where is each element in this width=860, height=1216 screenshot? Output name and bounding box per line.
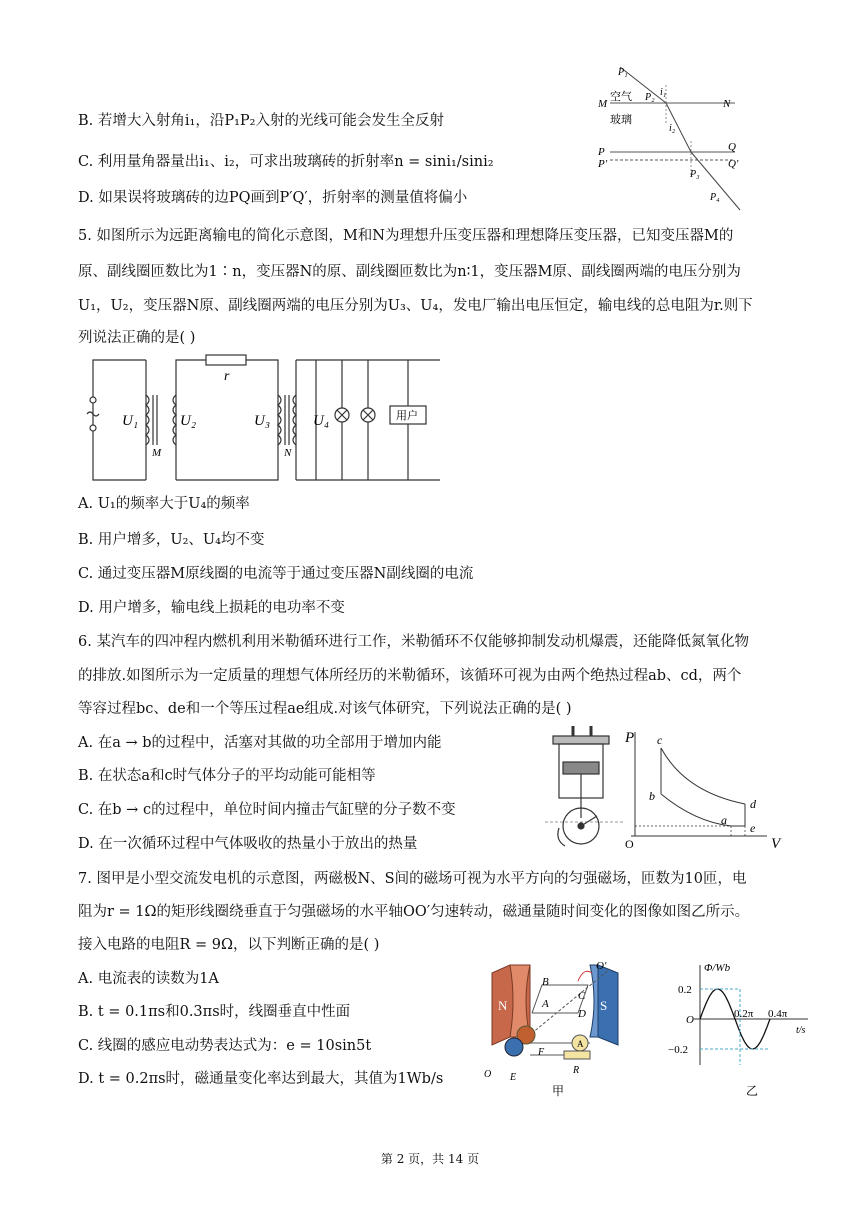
- label-ammeter: A: [577, 1039, 584, 1049]
- label-P4: P₄: [710, 192, 720, 203]
- label-d: d: [750, 797, 756, 811]
- q5-stem-line-3: U₁，U₂，变压器N原、副线圈两端的电压分别为U₃、U₄，发电厂输出电压恒定，输电线的总电阻为r.则下: [78, 298, 753, 314]
- q7-stem-line-2: 阻为r = 1Ω的矩形线圈绕垂直于匀强磁场的水平轴OO′匀速转动，磁通量随时间变化的图像如图乙所示。: [78, 904, 750, 920]
- label-a: a: [721, 813, 727, 827]
- q4-option-d: D. 如果误将玻璃砖的边PQ画到P′Q′，折射率的测量值将偏小: [78, 190, 468, 206]
- label-origin: O: [625, 837, 634, 851]
- label-Pprime: P′: [598, 158, 608, 170]
- label-b: b: [649, 789, 655, 803]
- label-U1: U₁: [122, 413, 139, 429]
- label-M: M: [598, 98, 608, 110]
- label-P2: P₂: [645, 92, 655, 103]
- label-M-transformer: M: [152, 447, 162, 459]
- q6-engine-pv-figure: [545, 722, 795, 857]
- label-P3: P₃: [690, 169, 700, 180]
- label-P: P: [598, 146, 605, 158]
- q7-option-a: A. 电流表的读数为1A: [78, 971, 219, 987]
- label-i1: i₁: [660, 87, 667, 98]
- label-N-transformer: N: [284, 447, 292, 459]
- label-V-axis: V: [771, 836, 781, 852]
- slip-ring-icon-2: [505, 1038, 523, 1056]
- q6-stem-line-2: 的排放.如图所示为一定质量的理想气体所经历的米勒循环，该循环可视为由两个绝热过程ab、cd，两个: [78, 668, 742, 684]
- q6-stem-line-1: 6. 某汽车的四冲程内燃机利用米勒循环进行工作，米勒循环不仅能够抑制发动机爆震，还能降低氮氧化物: [78, 634, 749, 650]
- label-N-pole: N: [498, 998, 508, 1013]
- q7-option-b: B. t = 0.1πs和0.3πs时，线圈垂直中性面: [78, 1004, 351, 1020]
- label-origin-O: O: [686, 1014, 694, 1026]
- label-air: 空气: [610, 91, 632, 103]
- label-F: F: [538, 1047, 545, 1058]
- caption-yi: 乙: [746, 1084, 759, 1098]
- q5-stem-line-2: 原、副线圈匝数比为1∶n，变压器N的原、副线圈匝数比为n∶1，变压器M原、副线圈两端的电压分别为: [78, 264, 741, 280]
- label-A-corner: A: [542, 998, 549, 1010]
- label-U3: U₃: [254, 413, 271, 429]
- label-user: 用户: [396, 410, 418, 422]
- label-Qprime: Q′: [728, 158, 739, 170]
- q5-option-c: C. 通过变压器M原线圈的电流等于通过变压器N副线圈的电流: [78, 566, 474, 582]
- label-U4: U₄: [313, 413, 330, 429]
- label-E: E: [510, 1072, 517, 1083]
- q6-stem-line-3: 等容过程bc、de和一个等压过程ae组成.对该气体研究，下列说法正确的是( ): [78, 701, 572, 717]
- label-B: B: [542, 976, 549, 988]
- label-glass: 玻璃: [610, 114, 632, 126]
- q5-stem-line-4: 列说法正确的是( ): [78, 330, 196, 346]
- page-footer: 第 2 页，共 14 页: [380, 1152, 480, 1166]
- label-c: c: [657, 733, 663, 747]
- label-N: N: [723, 98, 731, 110]
- label-Oprime: O′: [596, 960, 607, 972]
- q7-flux-time-graph: [660, 955, 820, 1100]
- label-0p2pi: 0.2π: [734, 1008, 754, 1020]
- q5-option-d: D. 用户增多，输电线上损耗的电功率不变: [78, 600, 345, 616]
- q6-option-d: D. 在一次循环过程中气体吸收的热量小于放出的热量: [78, 836, 418, 852]
- resistor-R: [564, 1051, 590, 1059]
- q5-option-a: A. U₁的频率大于U₄的频率: [78, 496, 250, 512]
- q5-transmission-circuit: [78, 350, 448, 490]
- label-0p2: 0.2: [678, 984, 692, 996]
- label-neg0p2: −0.2: [668, 1044, 688, 1056]
- q7-stem-line-1: 7. 图甲是小型交流发电机的示意图，两磁极N、S间的磁场可视为水平方向的匀强磁场，匝数为10匝，电: [78, 871, 747, 887]
- q6-option-a: A. 在a → b的过程中，活塞对其做的功全部用于增加内能: [78, 735, 442, 751]
- label-e: e: [750, 821, 756, 835]
- q6-option-b: B. 在状态a和c时气体分子的平均动能可能相等: [78, 768, 376, 784]
- q7-stem-line-3: 接入电路的电阻R = 9Ω，以下判断正确的是( ): [78, 937, 380, 953]
- label-0p4pi: 0.4π: [768, 1008, 788, 1020]
- process-cd: [661, 748, 745, 804]
- label-U2: U₂: [180, 413, 197, 429]
- label-Q: Q: [728, 141, 736, 153]
- label-D: D: [578, 1008, 586, 1020]
- q4-option-b: B. 若增大入射角i₁，沿P₁P₂入射的光线可能会发生全反射: [78, 113, 444, 129]
- q4-refraction-figure: [590, 55, 750, 215]
- label-R: R: [573, 1065, 580, 1076]
- q7-option-d: D. t = 0.2πs时，磁通量变化率达到最大，其值为1Wb/s: [78, 1071, 444, 1087]
- label-t-axis: t/s: [796, 1025, 806, 1036]
- q6-option-c: C. 在b → c的过程中，单位时间内撞击气缸壁的分子数不变: [78, 802, 456, 818]
- q5-option-b: B. 用户增多，U₂、U₄均不变: [78, 532, 265, 548]
- label-i2: i₂: [669, 123, 676, 134]
- label-P-axis: P: [625, 730, 635, 746]
- q7-option-c: C. 线圈的感应电动势表达式为：e = 10sin5t: [78, 1038, 372, 1054]
- label-phi-axis: Φ/Wb: [704, 962, 731, 974]
- label-O: O: [484, 1069, 492, 1080]
- caption-jia: 甲: [552, 1084, 565, 1098]
- label-r: r: [224, 369, 230, 384]
- engine-cylinder-icon: [545, 726, 625, 846]
- label-C: C: [578, 990, 586, 1002]
- resistor-r: [206, 355, 246, 365]
- label-S-pole: S: [600, 998, 608, 1013]
- label-P1: P₁: [618, 67, 628, 78]
- q4-option-c: C. 利用量角器量出i₁、i₂，可求出玻璃砖的折射率n = sini₁/sini₂: [78, 154, 494, 170]
- q7-generator-figure: [480, 955, 640, 1100]
- q5-stem-line-1: 5. 如图所示为远距离输电的简化示意图，M和N为理想升压变压器和理想降压变压器，已知变压器M的: [78, 228, 734, 244]
